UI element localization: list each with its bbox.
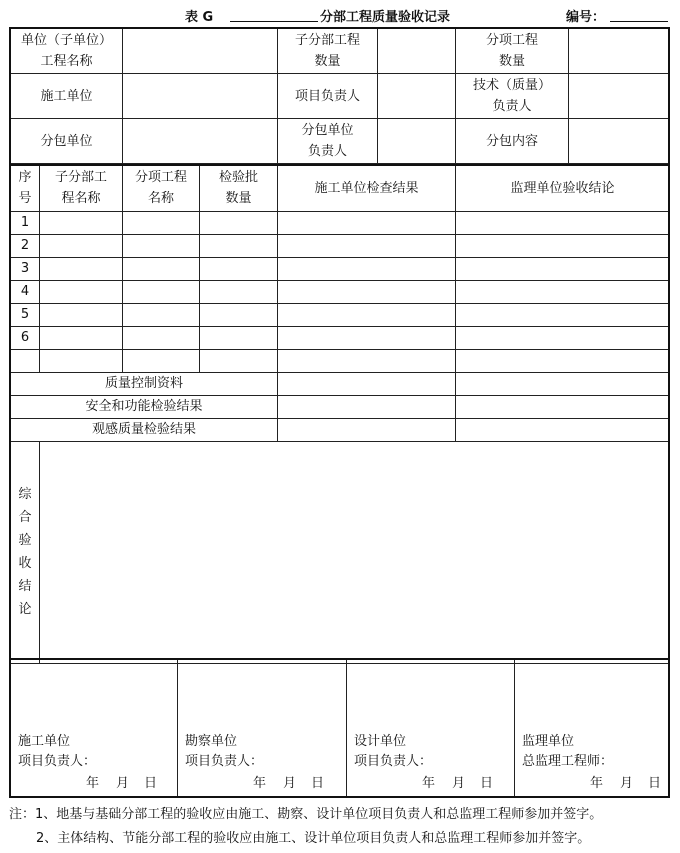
- table-row: [11, 211, 670, 234]
- supervise-result-cell[interactable]: [456, 349, 670, 372]
- supervise-result-cell[interactable]: [456, 326, 670, 349]
- form-header: [0, 0, 680, 28]
- check-result-cell[interactable]: [278, 303, 456, 326]
- table-row: [11, 326, 670, 349]
- note-1: 注：1、地基与基础分部工程的验收应由施工、勘察、设计单位项目负责人和总监理工程师参加并签字。: [9, 807, 603, 822]
- table-row: [11, 234, 670, 257]
- check-result-cell[interactable]: [278, 257, 456, 280]
- sub-name-cell[interactable]: [40, 257, 123, 280]
- quality-docs-label: 质量控制资料: [11, 372, 278, 395]
- sub-count-value[interactable]: [378, 29, 456, 74]
- sub-name-cell[interactable]: [40, 234, 123, 257]
- item-name-cell[interactable]: [123, 280, 200, 303]
- table-row: [11, 257, 670, 280]
- col-check-header: 施工单位检查结果: [278, 165, 456, 211]
- col-supervise-header: 监理单位验收结论: [456, 165, 670, 211]
- sub-content-value[interactable]: [569, 119, 670, 164]
- row-number: 4: [11, 280, 40, 303]
- contractor-value[interactable]: [123, 74, 278, 119]
- signature-survey[interactable]: 勘察单位 项目负责人： 年 月 日: [178, 660, 347, 796]
- sig-person: 项目负责人：: [185, 754, 264, 769]
- check-result-cell[interactable]: [278, 211, 456, 234]
- check-result-cell[interactable]: [278, 280, 456, 303]
- info-table: [10, 28, 670, 164]
- batch-count-cell[interactable]: [200, 211, 278, 234]
- row-number: 6: [11, 326, 40, 349]
- tech-label: 技术（质量） 负责人: [456, 74, 569, 119]
- sig-person: 总监理工程师：: [522, 754, 614, 769]
- unit-name-label: 单位（子单位） 工程名称: [11, 29, 123, 74]
- check-result-cell[interactable]: [278, 326, 456, 349]
- pm-value[interactable]: [378, 74, 456, 119]
- batch-count-cell[interactable]: [200, 349, 278, 372]
- supervise-result-cell[interactable]: [456, 303, 670, 326]
- table-row: [11, 303, 670, 326]
- safety-supervise[interactable]: [456, 395, 670, 418]
- item-name-cell[interactable]: [123, 211, 200, 234]
- contractor-label: 施工单位: [11, 74, 123, 119]
- col-item-header: 分项工程 名称: [123, 165, 200, 211]
- row-number: [11, 349, 40, 372]
- sub-name-cell[interactable]: [40, 280, 123, 303]
- conclusion-content[interactable]: [40, 441, 670, 663]
- subcontractor-label: 分包单位: [11, 119, 123, 164]
- signature-supervision[interactable]: 监理单位 总监理工程师： 年 月 日: [515, 660, 670, 796]
- supervise-result-cell[interactable]: [456, 211, 670, 234]
- batch-count-cell[interactable]: [200, 326, 278, 349]
- safety-check[interactable]: [278, 395, 456, 418]
- batch-count-cell[interactable]: [200, 257, 278, 280]
- quality-docs-check[interactable]: [278, 372, 456, 395]
- batch-count-cell[interactable]: [200, 303, 278, 326]
- notes: [9, 803, 677, 851]
- batch-count-cell[interactable]: [200, 280, 278, 303]
- item-name-cell[interactable]: [123, 326, 200, 349]
- col-batch-header: 检验批 数量: [200, 165, 278, 211]
- sub-content-label: 分包内容: [456, 119, 569, 164]
- sig-person: 项目负责人：: [18, 754, 97, 769]
- item-name-cell[interactable]: [123, 234, 200, 257]
- supervise-result-cell[interactable]: [456, 257, 670, 280]
- col-seq-header: 序 号: [11, 165, 40, 211]
- row-number: 3: [11, 257, 40, 280]
- subcontractor-value[interactable]: [123, 119, 278, 164]
- sig-org: 勘察单位: [185, 734, 238, 749]
- tech-value[interactable]: [569, 74, 670, 119]
- signature-design[interactable]: 设计单位 项目负责人： 年 月 日: [347, 660, 515, 796]
- item-count-label: 分项工程 数量: [456, 29, 569, 74]
- form-title: 分部工程质量验收记录: [320, 10, 451, 25]
- row-number: 2: [11, 234, 40, 257]
- check-result-cell[interactable]: [278, 349, 456, 372]
- sub-name-cell[interactable]: [40, 349, 123, 372]
- unit-name-value[interactable]: [123, 29, 278, 74]
- appearance-supervise[interactable]: [456, 418, 670, 441]
- table-row: [11, 280, 670, 303]
- note-2: 2、主体结构、节能分部工程的验收应由施工、设计单位项目负责人和总监理工程师参加并签字。: [36, 831, 591, 846]
- sub-name-cell[interactable]: [40, 211, 123, 234]
- table-row: [11, 349, 670, 372]
- signature-block: [9, 660, 670, 798]
- row-number: 1: [11, 211, 40, 234]
- table-id: 表 G: [185, 10, 214, 25]
- inspection-table: [10, 164, 670, 664]
- check-result-cell[interactable]: [278, 234, 456, 257]
- supervise-result-cell[interactable]: [456, 234, 670, 257]
- sub-pm-label: 分包单位 负责人: [278, 119, 378, 164]
- project-name-blank[interactable]: [230, 21, 318, 22]
- sig-org: 施工单位: [18, 734, 71, 749]
- signature-contractor[interactable]: 施工单位 项目负责人： 年 月 日: [11, 660, 178, 796]
- item-name-cell[interactable]: [123, 349, 200, 372]
- safety-label: 安全和功能检验结果: [11, 395, 278, 418]
- supervise-result-cell[interactable]: [456, 280, 670, 303]
- appearance-check[interactable]: [278, 418, 456, 441]
- quality-docs-supervise[interactable]: [456, 372, 670, 395]
- sub-name-cell[interactable]: [40, 326, 123, 349]
- sub-name-cell[interactable]: [40, 303, 123, 326]
- sub-pm-value[interactable]: [378, 119, 456, 164]
- sig-org: 设计单位: [354, 734, 407, 749]
- item-count-value[interactable]: [569, 29, 670, 74]
- number-label: 编号：: [566, 10, 606, 25]
- item-name-cell[interactable]: [123, 257, 200, 280]
- sig-person: 项目负责人：: [354, 754, 433, 769]
- batch-count-cell[interactable]: [200, 234, 278, 257]
- row-number: 5: [11, 303, 40, 326]
- item-name-cell[interactable]: [123, 303, 200, 326]
- pm-label: 项目负责人: [278, 74, 378, 119]
- sig-org: 监理单位: [522, 734, 575, 749]
- conclusion-label: 综 合 验 收 结 论: [11, 441, 40, 663]
- col-sub-header: 子分部工 程名称: [40, 165, 123, 211]
- appearance-label: 观感质量检验结果: [11, 418, 278, 441]
- sub-count-label: 子分部工程 数量: [278, 29, 378, 74]
- number-blank[interactable]: [610, 21, 668, 22]
